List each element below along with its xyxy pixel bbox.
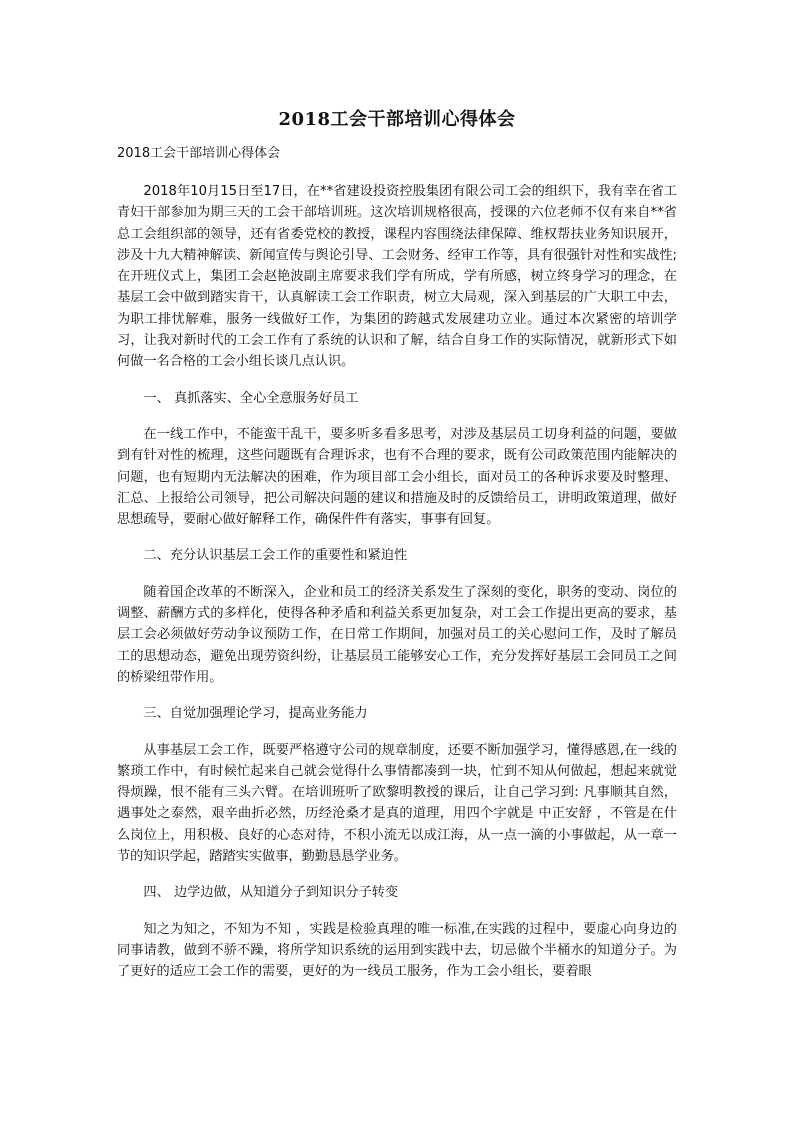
document-subtitle: 2018工会干部培训心得体会 [117,146,281,161]
section-paragraph-2: 随着国企改革的不断深入，企业和员工的经济关系发生了深刻的变化，职务的变动、岗位的调整、薪酬方式的多样化，使得各种矛盾和利益关系更加复杂，对工会工作提出更高的要求，基层工会必须做好劳动争议预防工作，在日常工作期间，加强对员工的关心慰问工作，及时了解员工的思想动态，避免出现劳资纠纷，让基层员工能够安心工作，充分发挥好基层工会同员工之间的桥梁纽带作用。 [117,584,677,685]
section-heading-2: 二、充分认识基层工会工作的重要性和紧迫性 [143,548,408,564]
document-title: 2018工会干部培训心得体会 [278,109,516,130]
intro-paragraph: 2018年10月15日至17日，在**省建设投资控股集团有限公司工会的组织下，我有幸在省工青妇干部参加为期三天的工会干部培训班。这次培训规格很高，授课的六位老师不仅有来自**省总工会组织部的领导，还有省委党校的教授，课程内容围绕法律保障、维权帮扶业务知识展开，涉及十九大精神解读、新闻宣传与舆论引导、工会财务、经审工作等，具有很强针对性和实战性;在开班仪式上，集团工会赵艳波副主席要求我们学有所成，学有所感，树立终身学习的理念，在基层工会中做到踏实肯干，认真解读工会工作职责，树立大局观，深入到基层的广大职工中去，为职工排忧解难，服务一线做好工作，为集团的跨越式发展建功立业。通过本次紧密的培训学习，让我对新时代的工会工作有了系统的认识和了解，结合自身工作的实际情况，就新形式下如何做一名合格的工会小组长谈几点认识。 [117,184,677,370]
section-paragraph-1: 在一线工作中，不能蛮干乱干，要多听多看多思考，对涉及基层员工切身利益的问题，要做到有针对性的梳理，这些问题既有合理诉求，也有不合理的要求，既有公司政策范围内能解决的问题，也有短期内无法解决的困难，作为项目部工会小组长，面对员工的各种诉求要及时整理、汇总、上报给公司领导，把公司解决问题的建议和措施及时的反馈给员工，讲明政策道理，做好思想疏导，要耐心做好解释工作，确保件件有落实，事事有回复。 [117,426,677,528]
section-heading-1: 一、 真抓落实、全心全意服务好员工 [143,390,359,406]
document-body [117,181,677,983]
section-heading-4: 四、 边学边做，从知道分子到知识分子转变 [143,885,399,901]
section-heading-3: 三、自觉加强理论学习，提高业务能力 [143,706,368,722]
section-paragraph-3: 从事基层工会工作，既要严格遵守公司的规章制度，还要不断加强学习，懂得感恩,在一线的繁琐工作中，有时候忙起来自己就会觉得什么事情都凑到一块，忙到不知从何做起，想起来就觉得烦躁，恨不能有三头六臂。在培训班听了欧黎明教授的课后，让自己学习到: 凡事顺其自然，遇事处之泰然，艰辛曲折必然，历经沧桑才是真的道理，用四个字就是 中正安舒 ，不管是在什么岗位上，用积极、良好的心态对待，不积小流无以成江海，从一点一滴的小事做起，从一章一节的知识学起，踏踏实实做事，勤勤恳恳学业务。 [117,742,677,865]
section-paragraph-4: 知之为知之，不知为不知 ，实践是检验真理的唯一标准,在实践的过程中，要虚心向身边的同事请教，做到不骄不躁，将所学知识系统的运用到实践中去，切忌做个半桶水的知道分子。为了更好的适应工会工作的需要，更好的为一线员工服务，作为工会小组长，要着眼 [117,921,677,980]
